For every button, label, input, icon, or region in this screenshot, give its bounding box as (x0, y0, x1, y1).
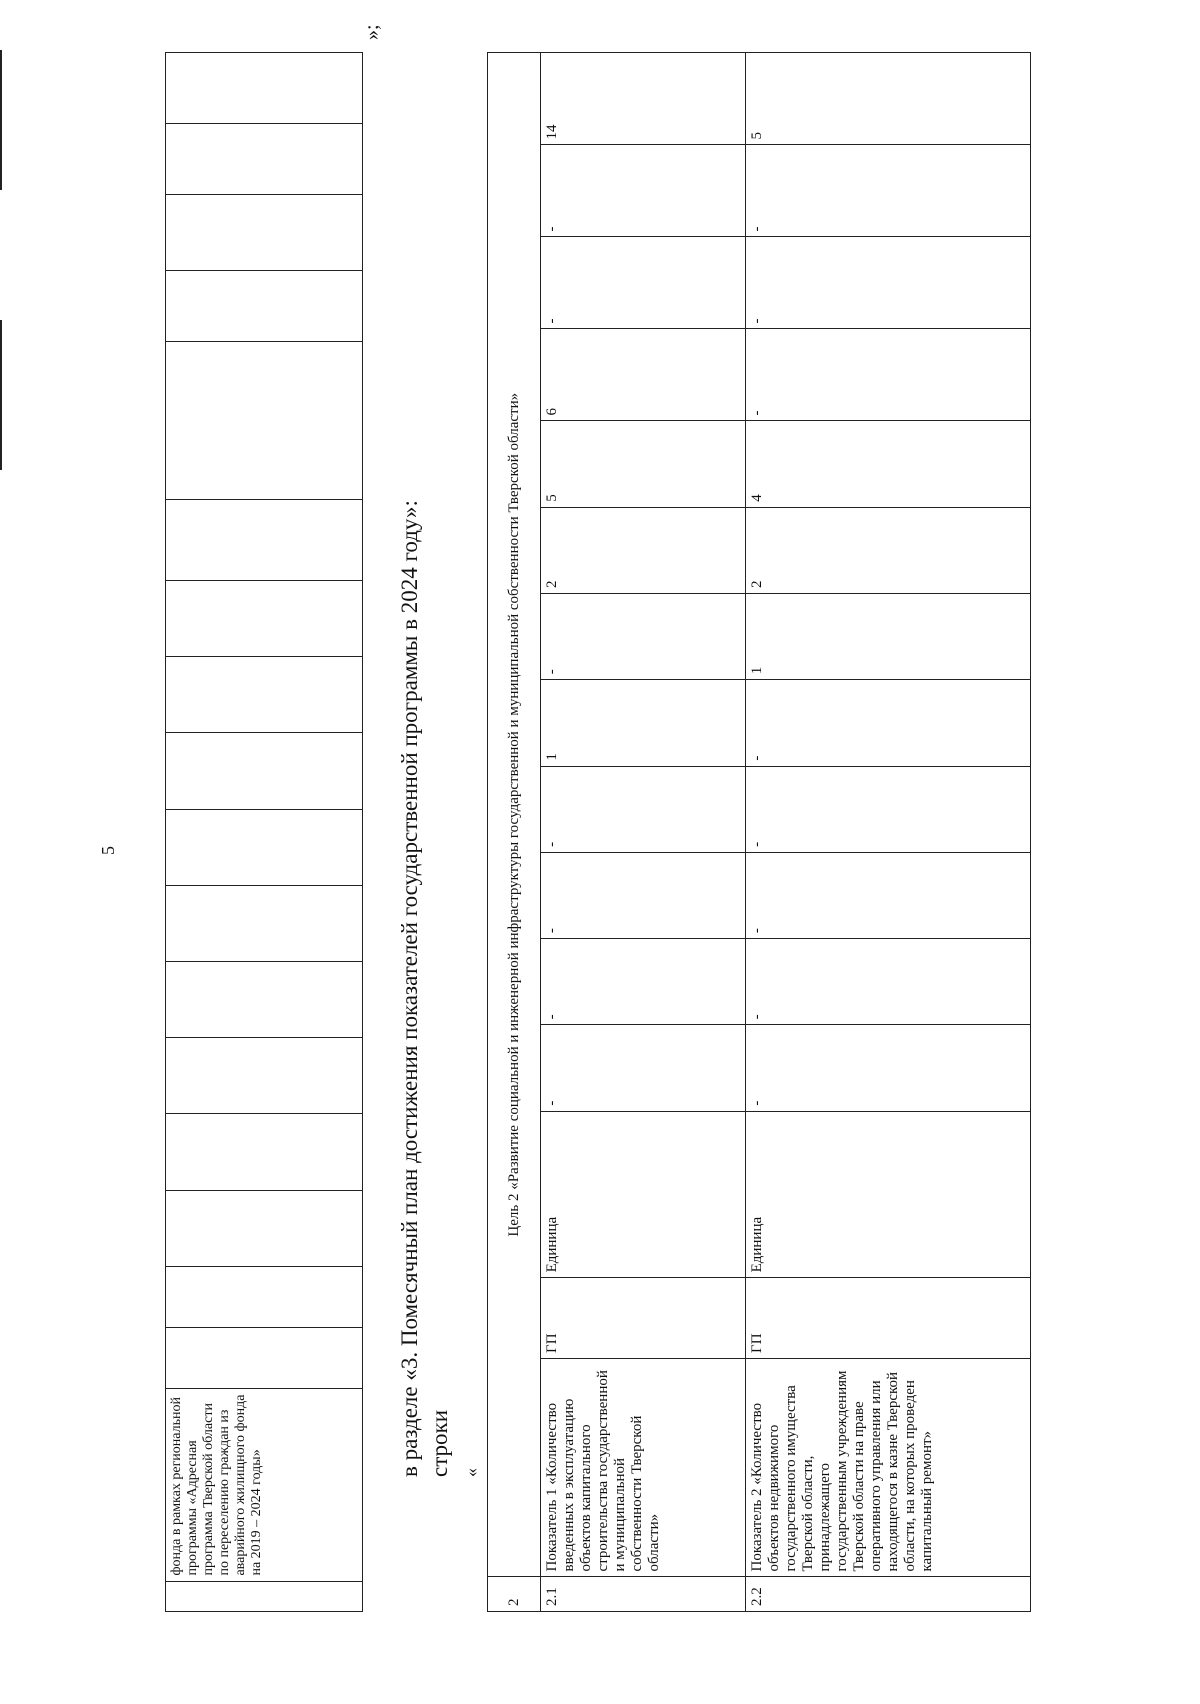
row-number: 2.1 (541, 1577, 746, 1612)
month-value: 5 (746, 53, 1031, 145)
table-cell (166, 885, 363, 961)
month-value: - (746, 852, 1031, 938)
month-value: 1 (541, 680, 746, 766)
table-row (166, 53, 363, 1612)
month-value: 4 (746, 421, 1031, 507)
unit-cell: Единица (746, 1111, 1031, 1278)
goal-number: 2 (488, 1577, 541, 1612)
table-row (541, 53, 746, 1612)
table-cell (166, 271, 363, 342)
unit-cell: Единица (541, 1111, 746, 1278)
table-cell (166, 657, 363, 733)
month-value: 2 (746, 507, 1031, 593)
month-value: - (746, 329, 1031, 421)
page-number: 5 (98, 846, 118, 855)
scan-mark (0, 320, 2, 470)
month-value: - (541, 594, 746, 680)
month-value: - (746, 766, 1031, 852)
month-value: - (541, 852, 746, 938)
month-value: - (746, 939, 1031, 1025)
month-value: 14 (541, 53, 746, 145)
table-cell (166, 53, 363, 124)
table-cell (166, 733, 363, 809)
month-value: 2 (541, 507, 746, 593)
month-value: - (746, 237, 1031, 329)
table-cell (166, 342, 363, 499)
table-cell (166, 124, 363, 195)
table-cell (166, 1266, 363, 1327)
month-value: - (541, 766, 746, 852)
table-cell (166, 1038, 363, 1114)
month-value: 5 (541, 421, 746, 507)
table-cell (166, 1114, 363, 1190)
table-cell (166, 195, 363, 271)
table-row (746, 53, 1031, 1612)
table-cell (166, 1190, 363, 1266)
month-value: - (541, 1025, 746, 1111)
scan-mark (0, 50, 2, 190)
month-value: - (541, 237, 746, 329)
section-heading (395, 77, 455, 1477)
table-row (488, 53, 541, 1612)
monthly-plan-table (487, 52, 1031, 1612)
indicator-name: фонда в рамках региональной программы «Адресная программа Тверской области по переселению граждан из аварийного жилищного фонда на 2019 – 2024 годы» (166, 1388, 363, 1581)
table-cell (166, 581, 363, 657)
row-number: 2.2 (746, 1577, 1031, 1612)
table-cell (166, 809, 363, 885)
goal-title: Цель 2 «Развитие социальной и инженерной инфраструктуры государственной и муниципальной собственности Тверской области» (488, 53, 541, 1578)
month-value: - (746, 145, 1031, 237)
indicator-name: Показатель 2 «Количество объектов недвижимого государственного имущества Тверской области, принадлежащего государственным учреждениям Тверской области на праве оперативного управления или находящегося в казне Тверской области, на которых проведен капитальный ремонт» (746, 1358, 1031, 1577)
table-cell (166, 1327, 363, 1388)
month-value: 1 (746, 594, 1031, 680)
level-cell: ГП (541, 1278, 746, 1359)
table-cell (166, 1581, 363, 1611)
month-value: - (746, 680, 1031, 766)
month-value: - (541, 145, 746, 237)
month-value: 6 (541, 329, 746, 421)
level-cell: ГП (746, 1278, 1031, 1359)
opening-quote: « (461, 1468, 481, 1477)
heading-line: строки (427, 1409, 452, 1477)
rotated-content (165, 12, 1195, 1612)
month-value: - (746, 1025, 1031, 1111)
table-cell (166, 499, 363, 580)
closing-quote: »; (361, 24, 383, 40)
heading-line: в разделе «3. Помесячный план достижения показателей государственной программы в 2024 году»: (397, 500, 422, 1477)
indicator-name: Показатель 1 «Количество введенных в эксплуатацию объектов капитального строительства государственной и муниципальной собственности Тверской области» (541, 1358, 746, 1577)
table-cell (166, 962, 363, 1038)
month-value: - (541, 939, 746, 1025)
table-continuation (165, 52, 363, 1612)
